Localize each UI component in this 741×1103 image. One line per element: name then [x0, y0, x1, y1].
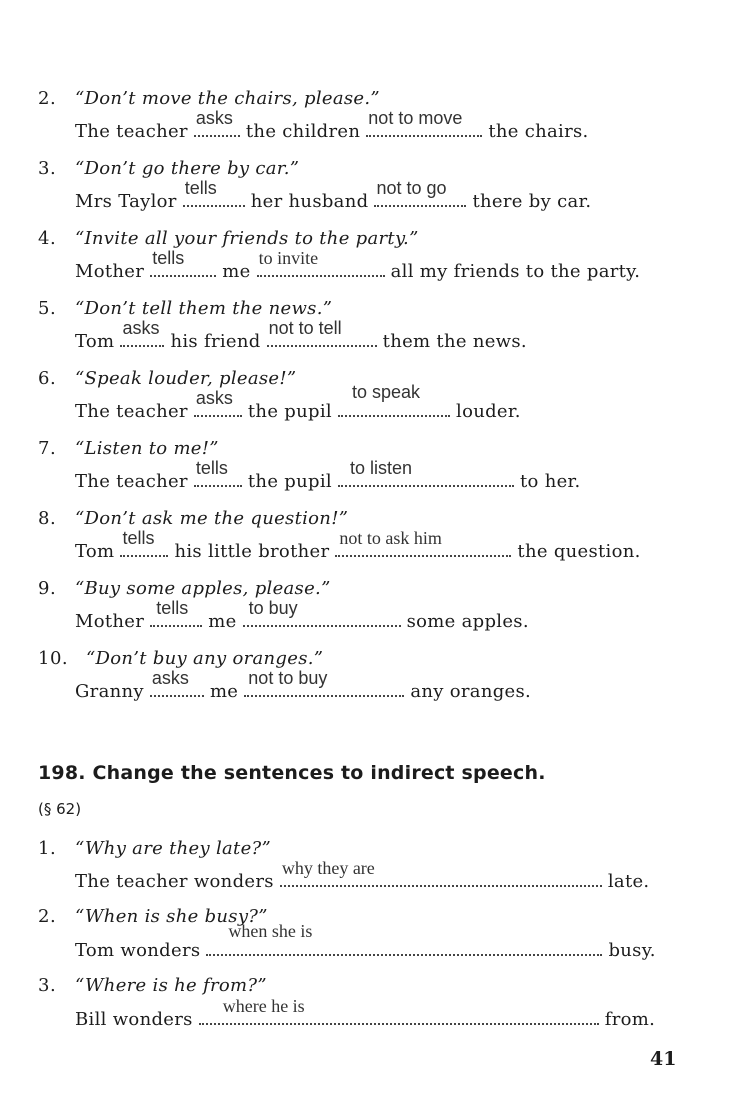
direct-speech-quote: “Don’t ask me the question!”	[75, 508, 349, 529]
sentence-part: Mrs Taylor	[75, 191, 177, 212]
handwritten-answer: why they are	[281, 858, 375, 878]
item-number: 1.	[38, 838, 57, 859]
direct-speech-quote: “Why are they late?”	[75, 838, 271, 859]
sentence-part: her husband	[250, 191, 369, 212]
handwritten-answer: tells	[195, 458, 228, 478]
sentence-part: any oranges.	[410, 681, 532, 702]
direct-speech-quote: “Don’t go there by car.”	[75, 158, 300, 179]
handwritten-answer: where he is	[222, 996, 305, 1016]
answer-blank[interactable]	[338, 458, 514, 487]
answer-blank[interactable]	[335, 528, 511, 557]
sentence-part: busy.	[608, 940, 656, 961]
sentence-part: Bill wonders	[75, 1009, 193, 1030]
handwritten-answer: tells	[184, 178, 217, 198]
answer-blank[interactable]	[267, 318, 377, 347]
answer-sentence	[75, 108, 589, 142]
answer-blank[interactable]	[199, 996, 599, 1025]
answer-blank[interactable]	[150, 248, 216, 277]
handwritten-answer: tells	[156, 598, 189, 618]
answer-blank[interactable]	[338, 382, 450, 417]
item-number: 6.	[38, 368, 57, 389]
sentence-part: from.	[604, 1009, 656, 1030]
sentence-part: to her.	[520, 471, 581, 492]
handwritten-answer: not to go	[376, 178, 447, 198]
answer-sentence	[75, 458, 581, 492]
sentence-part: the pupil	[247, 471, 332, 492]
handwritten-answer: to speak	[351, 382, 421, 402]
direct-speech-quote: “Speak louder, please!”	[75, 368, 297, 389]
sentence-part: some apples.	[406, 611, 529, 632]
answer-sentence	[75, 528, 641, 562]
handwritten-answer: when she is	[228, 921, 313, 941]
answer-sentence	[75, 382, 521, 422]
item-number: 7.	[38, 438, 57, 459]
handwritten-answer: not to move	[368, 108, 463, 128]
handwritten-answer: asks	[122, 318, 160, 338]
item-number: 2.	[38, 906, 57, 927]
handwritten-answer: tells	[122, 528, 155, 548]
sentence-part: The teacher	[75, 401, 188, 422]
item-number: 5.	[38, 298, 57, 319]
answer-blank[interactable]	[150, 668, 204, 697]
handwritten-answer: to buy	[248, 598, 298, 618]
answer-sentence	[75, 598, 529, 632]
direct-speech-quote: “Invite all your friends to the party.”	[75, 228, 419, 249]
direct-speech-quote: “Listen to me!”	[75, 438, 219, 459]
sentence-part: the pupil	[247, 401, 332, 422]
answer-blank[interactable]	[366, 108, 482, 137]
answer-blank[interactable]	[194, 458, 242, 487]
sentence-part: his friend	[170, 331, 261, 352]
sentence-part: Mother	[75, 261, 145, 282]
answer-sentence	[75, 248, 641, 282]
answer-blank[interactable]	[374, 178, 466, 207]
answer-blank[interactable]	[194, 108, 240, 137]
answer-sentence	[75, 178, 592, 212]
direct-speech-quote: “Don’t tell them the news.”	[75, 298, 333, 319]
answer-blank[interactable]	[244, 668, 404, 697]
sentence-part: there by car.	[472, 191, 592, 212]
answer-blank[interactable]	[280, 858, 602, 887]
sentence-part: late.	[607, 871, 650, 892]
item-number: 9.	[38, 578, 57, 599]
sentence-part: his little brother	[174, 541, 330, 562]
sentence-part: me	[209, 681, 239, 702]
handwritten-answer: to invite	[258, 248, 319, 268]
handwritten-answer: asks	[195, 388, 233, 408]
sentence-part: The teacher	[75, 471, 188, 492]
sentence-part: me	[208, 611, 237, 632]
item-number: 2.	[38, 88, 57, 109]
answer-sentence	[75, 318, 527, 352]
handwritten-answer: not to buy	[248, 668, 328, 688]
sentence-part: all my friends to the party.	[390, 261, 641, 282]
sentence-part: them the news.	[382, 331, 527, 352]
answer-blank[interactable]	[120, 528, 168, 557]
page-number: 41	[650, 1048, 677, 1070]
sentence-part: Mother	[75, 611, 145, 632]
item-number: 8.	[38, 508, 57, 529]
sentence-part: me	[222, 261, 251, 282]
sentence-part: The teacher wonders	[75, 871, 274, 892]
handwritten-answer: not to ask him	[339, 528, 442, 548]
sentence-part: Tom	[75, 331, 115, 352]
answer-sentence	[75, 858, 650, 892]
item-number: 3.	[38, 975, 57, 996]
sentence-part: Tom wonders	[75, 940, 201, 961]
sentence-part: The teacher	[75, 121, 188, 142]
item-number: 10.	[38, 648, 69, 669]
grammar-reference: (§ 62)	[38, 800, 82, 818]
handwritten-answer: asks	[195, 108, 233, 128]
handwritten-answer: tells	[152, 248, 185, 268]
sentence-part: louder.	[456, 401, 521, 422]
direct-speech-quote: “Buy some apples, please.”	[75, 578, 331, 599]
exercise-heading: 198. Change the sentences to indirect speech.	[38, 762, 546, 784]
handwritten-answer: not to tell	[268, 318, 342, 338]
answer-sentence	[75, 668, 532, 702]
answer-blank[interactable]	[120, 318, 164, 347]
item-number: 4.	[38, 228, 57, 249]
answer-blank[interactable]	[243, 598, 401, 627]
sentence-part: Tom	[75, 541, 115, 562]
answer-blank[interactable]	[206, 921, 602, 956]
answer-sentence	[75, 921, 656, 961]
sentence-part: Granny	[75, 681, 144, 702]
item-number: 3.	[38, 158, 57, 179]
handwritten-answer: asks	[151, 668, 189, 688]
answer-sentence	[75, 996, 656, 1030]
direct-speech-quote: “Don’t move the chairs, please.”	[75, 88, 380, 109]
direct-speech-quote: “Where is he from?”	[75, 975, 267, 996]
sentence-part: the question.	[517, 541, 641, 562]
answer-blank[interactable]	[194, 388, 242, 417]
answer-blank[interactable]	[257, 248, 385, 277]
sentence-part: the children	[245, 121, 361, 142]
sentence-part: the chairs.	[488, 121, 589, 142]
answer-blank[interactable]	[183, 178, 245, 207]
handwritten-answer: to listen	[349, 458, 413, 478]
answer-blank[interactable]	[150, 598, 202, 627]
direct-speech-quote: “When is she busy?”	[75, 906, 268, 927]
direct-speech-quote: “Don’t buy any oranges.”	[86, 648, 324, 669]
